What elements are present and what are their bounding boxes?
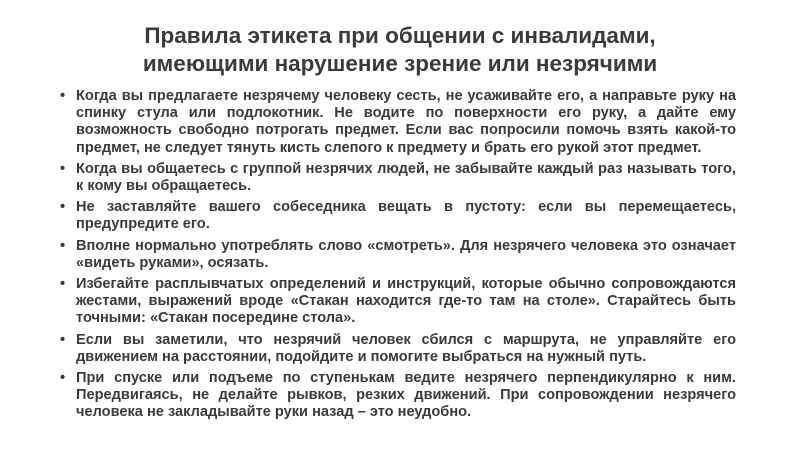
bullet-list: [58, 88, 736, 426]
bullet-text: Если вы заметили, что незрячий человек сбился с маршрута, не управляйте его движением на расстоянии, подойдите и помогите выбраться на нужный путь.: [76, 331, 736, 365]
bullet-text: Когда вы предлагаете незрячему человеку сесть, не усаживайте его, а направьте руку на спинку стула или подлокотник. Не водите по поверхности его руку, а дайте ему возможность свободно потрогать предмет. Если вас попросили помочь взять какой-то предмет, не следует тянуть кисть слепого к предмету и брать его рукой этот предмет.: [76, 88, 736, 156]
bullet-item-7: [58, 370, 736, 422]
slide-title-line-2: имеющими нарушение зрение или незрячими: [142, 51, 658, 76]
bullet-marker: •: [60, 276, 66, 293]
bullet-item-2: [58, 161, 736, 195]
bullet-marker: •: [60, 237, 66, 254]
bullet-marker: •: [60, 331, 66, 348]
bullet-item-1: [58, 88, 736, 157]
slide-title-line-1: Правила этикета при общении с инвалидами,: [144, 23, 656, 48]
bullet-marker: •: [60, 88, 66, 104]
bullet-marker: •: [60, 160, 66, 177]
bullet-text: Когда вы общаетесь с группой незрячих людей, не забывайте каждый раз называть того, к кому вы обращаетесь.: [76, 160, 736, 195]
bullet-item-3: [58, 199, 736, 233]
bullet-text: При спуске или подъеме по ступенькам ведите незрячего перпендикулярно к ним. Передвигаясь, не делайте рывков, резких движений. При сопровождении незрячего человека не закладывайте руки назад – это неудобно.: [76, 370, 736, 421]
bullet-marker: •: [60, 199, 66, 216]
bullet-item-6: [58, 332, 736, 366]
bullet-item-5: [58, 276, 736, 328]
bullet-text: Не заставляйте вашего собеседника вещать в пустоту: если вы перемещаетесь, предупредите его.: [76, 199, 736, 233]
bullet-item-4: [58, 238, 736, 272]
bullet-marker: •: [60, 370, 66, 387]
bullet-text: Вполне нормально употреблять слово «смотреть». Для незрячего человека это означает «видеть руками», осязать.: [76, 237, 736, 271]
bullet-text: Избегайте расплывчатых определений и инструкций, которые обычно сопровождаются жестами, выражений вроде «Стакан находится где-то там на столе». Старайтесь быть точными: «Стакан посередине стола».: [76, 276, 736, 327]
slide-title: [40, 22, 760, 78]
